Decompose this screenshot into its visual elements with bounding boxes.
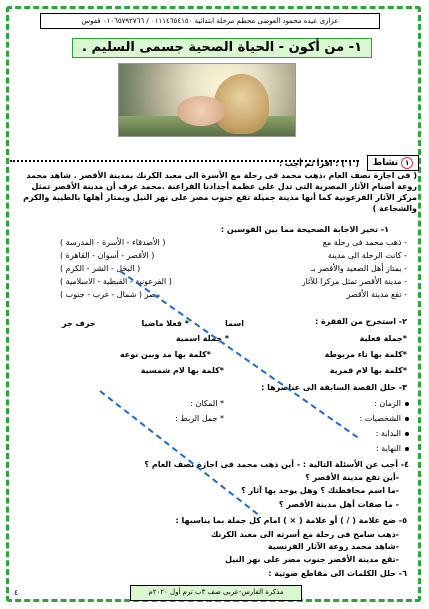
extract-nominal-sentence: * جملة اسمية: [175, 334, 229, 343]
extract-verbal-sentence: *جملة فعلية: [359, 334, 407, 343]
truefalse-title: ٥- ضع علامة ( / ) أو علامة ( × ) امام كل جملة بما يناسبها :: [175, 516, 407, 525]
question-2: -ما اسم محافظتك ؟ وهل يوجد بها آثار ؟: [241, 486, 399, 495]
choose-opts1: ( الأصدقاء - الأسرة - المدرسة ): [60, 238, 166, 247]
analyze-title: ٣- حلل القصة السابقة الى عناصرها :: [261, 383, 407, 392]
analyze-place: * المكان :: [190, 399, 224, 408]
extract-taa-word: *كلمة بها تاء مربوطة: [324, 350, 407, 359]
choose-q3: - يمتاز أهل الصعيد والأقصر بـ: [310, 264, 407, 273]
extract-past-verb: * فعلا ماضيا: [141, 319, 189, 328]
photo-face: [177, 96, 225, 126]
choose-opts4: ( الفرعونية - القبطية - الاسلامية ): [60, 277, 172, 286]
extract-title: ٢- استخرج من الفقرة :: [314, 317, 407, 326]
truefalse-item-3: -تقع مدينة الأقصر جنوب مصر على نهر النيل: [225, 555, 399, 564]
analyze-ending: النهاية :: [376, 443, 409, 454]
analyze-characters: الشخصيات :: [359, 413, 409, 424]
analyze-connectors: * جمل الربط :: [175, 414, 224, 423]
activity-number: ١: [401, 157, 413, 169]
extract-madd-word: *كلمة بها مد وبين نوعه: [119, 350, 211, 359]
choose-q4: - مدينة الأقصر تمثل مركزا للآثار: [301, 277, 407, 286]
activity-badge: [367, 155, 419, 171]
syllables-title: ٦- حلل الكلمات الى مقاطع صوتية :: [268, 569, 407, 578]
q1-instruction: ( ١ ) : اقرأ ثم أجب :: [278, 159, 359, 168]
analyze-time: الزمان :: [374, 398, 409, 409]
extract-lunar-lam: *كلمة بها لام قمرية: [329, 366, 407, 375]
questions-title: ٤- أجب عن الأسئلة التالية : - أين ذهب محمد فى اجازة نصف العام ؟: [144, 460, 409, 469]
page-number: ٤: [14, 588, 19, 597]
activity-label: نشاط: [372, 158, 399, 168]
question-1: -أين تقع مدينة الأقصر ؟: [305, 473, 399, 482]
choose-opts3: ( البخل - الشر - الكرم ): [60, 264, 141, 273]
choose-q2: - كانت الرحلة الى مدينة: [327, 251, 407, 260]
truefalse-item-1: -ذهب سامح فى رحلة مع أسرته الى معبد الكرنك: [210, 530, 399, 539]
analyze-beginning: البداية :: [376, 428, 409, 439]
choose-opts2: ( الأقصر - أسوان - القاهرة ): [60, 251, 155, 260]
extract-preposition: حرف جر: [62, 319, 96, 328]
truefalse-item-2: -شاهد محمد روعة الآثار الفرنسية: [267, 542, 399, 551]
footer-label: مذكرة الفارس-عربى صف ٣ب ترم أول ٢٠٢٠م: [130, 585, 302, 601]
choose-opts5: مصر ( شمال - غرب - جنوب ): [60, 290, 161, 299]
choose-q1: - ذهب محمد فى رحلة مع: [322, 238, 407, 247]
choose-q5: - تقع مدينة الأقصر: [346, 290, 407, 299]
child-photo: [118, 63, 296, 137]
lesson-title: ١- من أكون - الحياة الصحية جسمى السليم .: [72, 38, 372, 58]
choose-title: ١- تخير الاجابة الصحيحة مما بين القوسين :: [220, 225, 389, 234]
extract-solar-lam: *كلمة بها لام شمسية: [140, 366, 224, 375]
question-3: - ما صفات أهل مدينة الأقصر ؟: [278, 500, 399, 509]
teacher-header: عزازى عيده محمود العوضى محطم مرحلة ابتدائية ٠١١١٤٦٥٤١٥٠ / ٠١٠٦٥٧٩٢٧٦٦ قفوس: [40, 13, 380, 29]
extract-noun: اسما: [225, 319, 244, 328]
reading-passage: ( فى اجازة نصف العام ،ذهب محمد فى رحلة مع الأسرة الى معبد الكرنك بمدينة الأقصر . شاهد محمد روعة أصنام الآثار المصرية التى تدل على عظمة أجدادنا الفراعنة .محمد عرف أن مدينة الأقصر تمثل مركز الآثار الفرعونية كما أنها مدينة جميلة تقع جنوب مصر على نهر النيل ويمتاز أهلها بالطيبة والكرم والشجاعة ): [23, 171, 417, 213]
